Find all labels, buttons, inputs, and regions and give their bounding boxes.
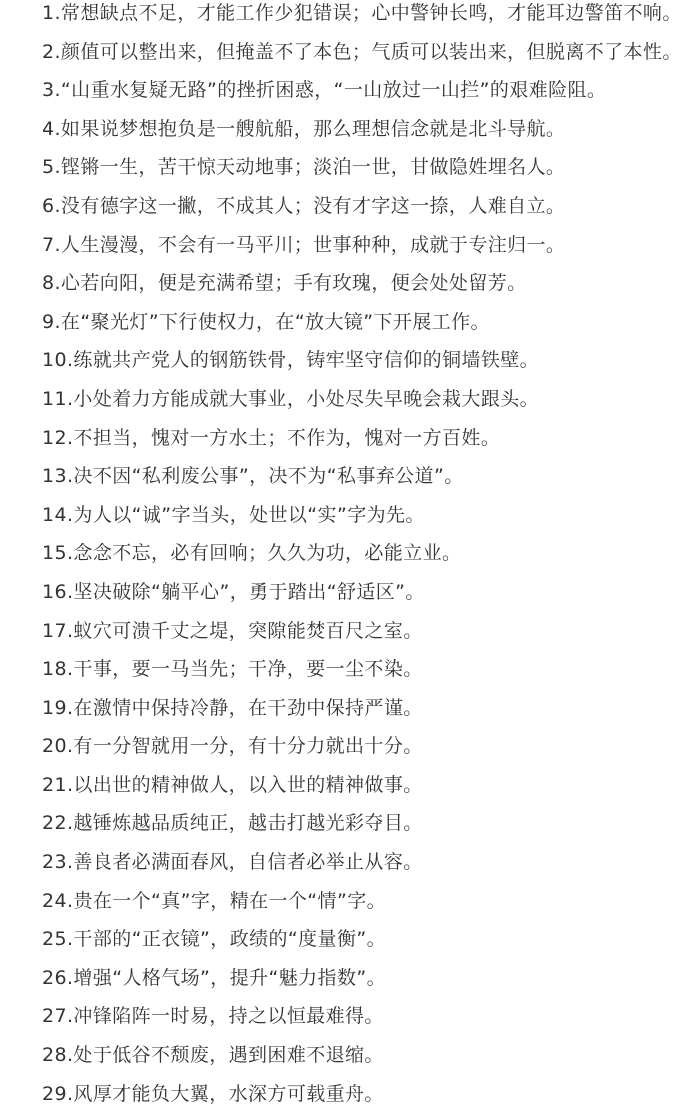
list-item: 24.贵在一个“真”字，精在一个“情”字。	[42, 889, 386, 912]
list-item: 23.善良者必满面春风，自信者必举止从容。	[42, 851, 423, 874]
list-item: 29.风厚才能负大翼，水深方可载重舟。	[42, 1082, 384, 1105]
quote-list	[42, 0, 693, 1119]
list-item: 15.念念不忘，必有回响；久久为功，必能立业。	[42, 542, 462, 565]
list-item: 7.人生漫漫，不会有一马平川；世事种种，成就于专注归一。	[42, 233, 566, 256]
list-item: 28.处于低谷不颓废，遇到困难不退缩。	[42, 1044, 384, 1067]
list-item: 21.以出世的精神做人，以入世的精神做事。	[42, 773, 423, 796]
list-item: 1.常想缺点不足，才能工作少犯错误；心中警钟长鸣，才能耳边警笛不响。	[42, 2, 682, 24]
list-item: 12.不担当，愧对一方水土；不作为，愧对一方百姓。	[42, 426, 501, 449]
list-item: 19.在激情中保持冷静，在干劲中保持严谨。	[42, 696, 423, 719]
list-item: 10.练就共产党人的钢筋铁骨，铸牢坚守信仰的铜墙铁壁。	[42, 349, 540, 372]
list-item: 9.在“聚光灯”下行使权力，在“放大镜”下开展工作。	[42, 310, 490, 333]
list-item: 20.有一分智就用一分，有十分力就出十分。	[42, 735, 423, 758]
list-item: 13.决不因“私利废公事”，决不为“私事弃公道”。	[42, 465, 464, 488]
list-item: 22.越锤炼越品质纯正，越击打越光彩夺目。	[42, 812, 423, 835]
list-item: 18.干事，要一马当先；干净，要一尘不染。	[42, 658, 423, 681]
list-item: 16.坚决破除“躺平心”，勇于踏出“舒适区”。	[42, 580, 425, 603]
list-item: 2.颜值可以整出来，但掩盖不了本色；气质可以装出来，但脱离不了本性。	[42, 40, 682, 63]
list-item: 4.如果说梦想抱负是一艘航船，那么理想信念就是北斗导航。	[42, 117, 566, 140]
list-item: 27.冲锋陷阵一时易，持之以恒最难得。	[42, 1005, 384, 1028]
list-item: 14.为人以“诚”字当头，处世以“实”字为先。	[42, 503, 425, 526]
list-item: 6.没有德字这一撇，不成其人；没有才字这一捺，人难自立。	[42, 194, 566, 217]
list-item: 3.“山重水复疑无路”的挫折困惑，“一山放过一山拦”的艰难险阻。	[42, 79, 607, 102]
list-item: 26.增强“人格气场”，提升“魅力指数”。	[42, 966, 386, 989]
list-item: 11.小处着力方能成就大事业，小处尽失早晚会栽大跟头。	[42, 387, 540, 410]
list-item: 25.干部的“正衣镜”，政绩的“度量衡”。	[42, 928, 386, 951]
list-item: 5.铿锵一生，苦干惊天动地事；淡泊一世，甘做隐姓埋名人。	[42, 156, 566, 179]
list-item: 8.心若向阳，便是充满希望；手有玫瑰，便会处处留芳。	[42, 272, 527, 295]
list-item: 17.蚁穴可溃千丈之堤，突隙能焚百尺之室。	[42, 619, 423, 642]
